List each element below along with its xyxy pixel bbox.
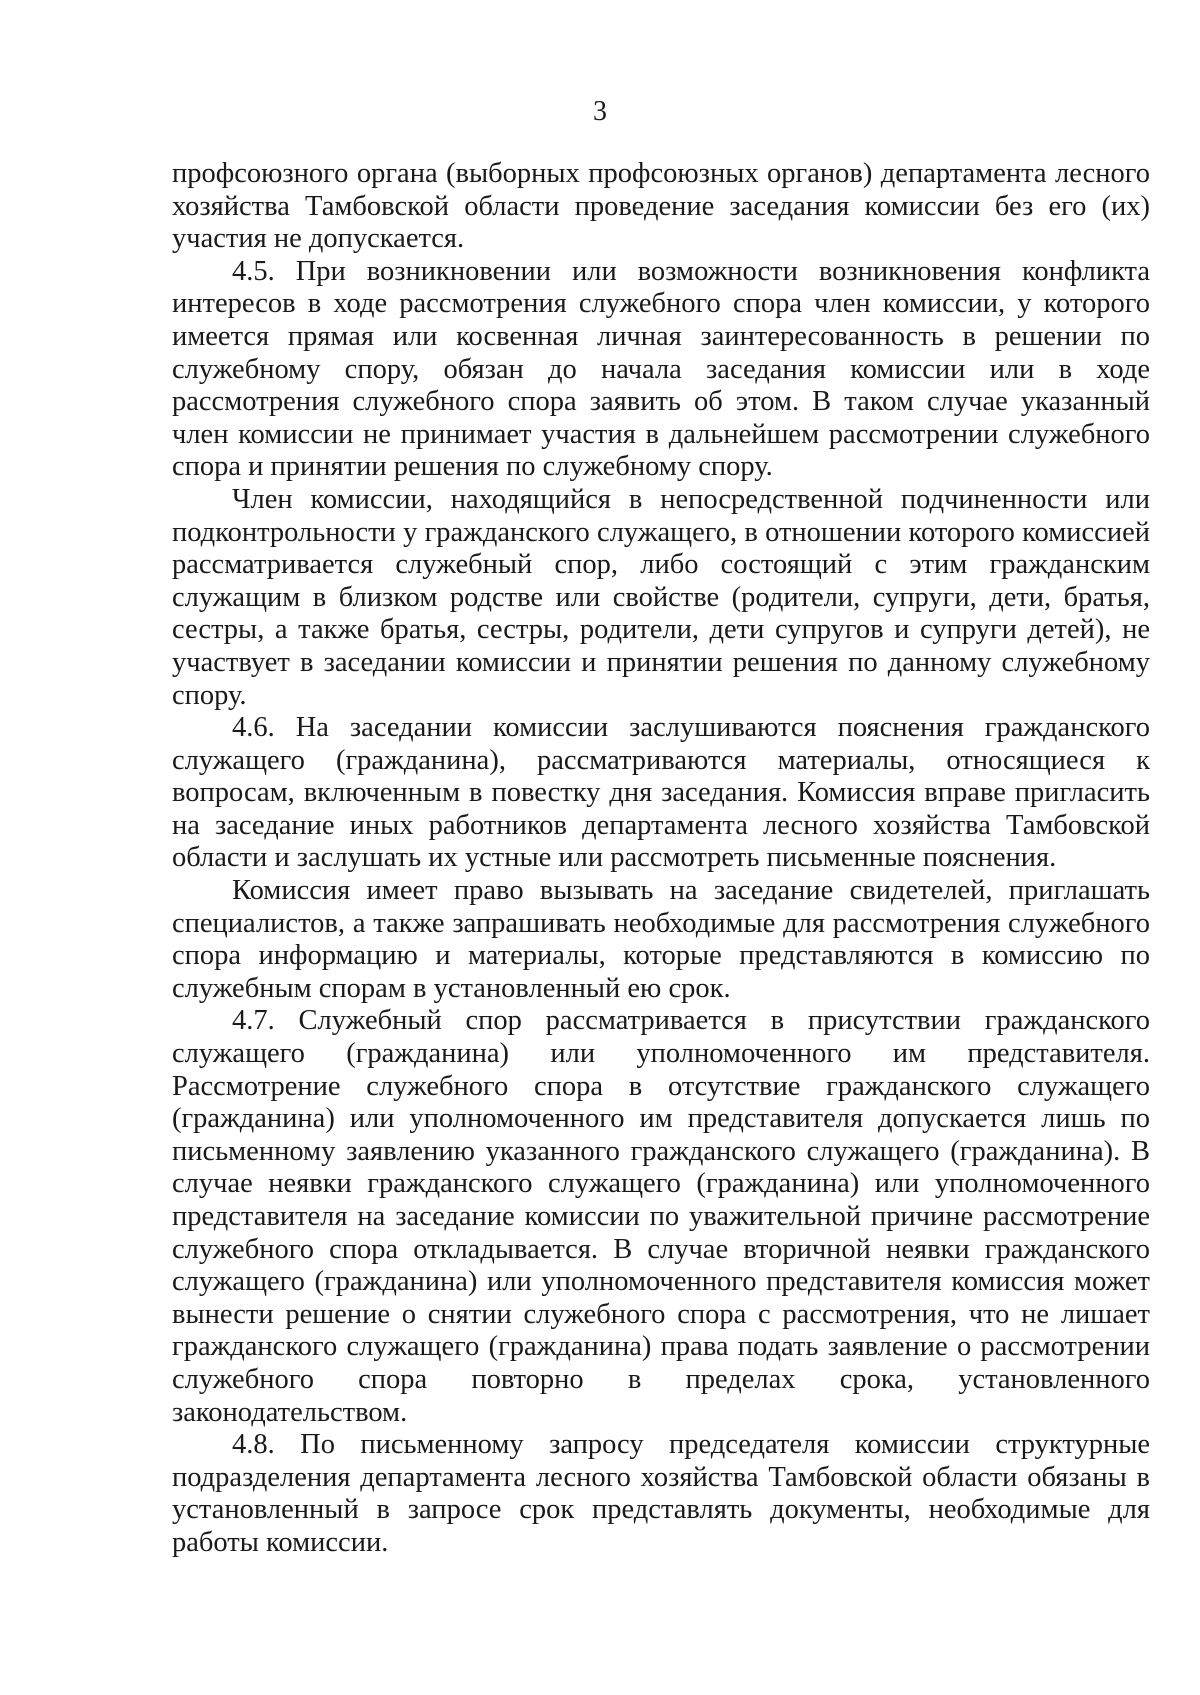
document-body [172,158,1150,1560]
paragraph-witnesses-specialists: Комиссия имеет право вызывать на заседание свидетелей, приглашать специалистов, а также запрашивать необходимые для рассмотрения служебного спора информацию и материалы, которые представляются в комиссию по служебным спорам в установленный ею срок. [172,875,1150,1004]
paragraph-commission-quorum-end: профсоюзного органа (выборных профсоюзных органов) департамента лесного хозяйства Тамбовской области проведение заседания комиссии без его (их) участия не допускается. [172,158,1150,255]
paragraph-4-5-conflict-of-interest: 4.5. При возникновении или возможности возникновения конфликта интересов в ходе рассмотрения служебного спора член комиссии, у которого имеется прямая или косвенная личная заинтересованность в решении по служебному спору, обязан до начала заседания комиссии или в ходе рассмотрения служебного спора заявить об этом. В таком случае указанный член комиссии не принимает участия в дальнейшем рассмотрении служебного спора и принятии решения по служебному спору. [172,255,1150,483]
paragraph-4-6-hearing-explanations: 4.6. На заседании комиссии заслушиваются пояснения гражданского служащего (гражданина), рассматриваются материалы, относящиеся к вопросам, включенным в повестку дня заседания. Комиссия вправе пригласить на заседание иных работников департамента лесного хозяйства Тамбовской области и заслушать их устные или рассмотреть письменные пояснения. [172,712,1150,874]
paragraph-4-7-dispute-presence: 4.7. Служебный спор рассматривается в присутствии гражданского служащего (гражданина) или уполномоченного им представителя. Рассмотрение служебного спора в отсутствие гражданского служащего (гражданина) или уполномоченного им представителя допускается лишь по письменному заявлению указанного гражданского служащего (гражданина). В случае неявки гражданского служащего (гражданина) или уполномоченного представителя на заседание комиссии по уважительной причине рассмотрение служебного спора откладывается. В случае вторичной неявки гражданского служащего (гражданина) или уполномоченного представителя комиссия может вынести решение о снятии служебного спора с рассмотрения, что не лишает гражданского служащего (гражданина) права подать заявление о рассмотрении служебного спора повторно в пределах срока, установленного законодательством. [172,1005,1150,1428]
page-number: 3 [593,96,607,127]
paragraph-member-subordination: Член комиссии, находящийся в непосредственной подчиненности или подконтрольности у гражданского служащего, в отношении которого комиссией рассматривается служебный спор, либо состоящий с этим гражданским служащим в близком родстве или свойстве (родители, супруги, дети, братья, сестры, а также братья, сестры, родители, дети супругов и супруги детей), не участвует в заседании комиссии и принятии решения по данному служебному спору. [172,483,1150,711]
paragraph-4-8-document-requests: 4.8. По письменному запросу председателя комиссии структурные подразделения департамента лесного хозяйства Тамбовской области обязаны в установленный в запросе срок представлять документы, необходимые для работы комиссии. [172,1429,1150,1558]
